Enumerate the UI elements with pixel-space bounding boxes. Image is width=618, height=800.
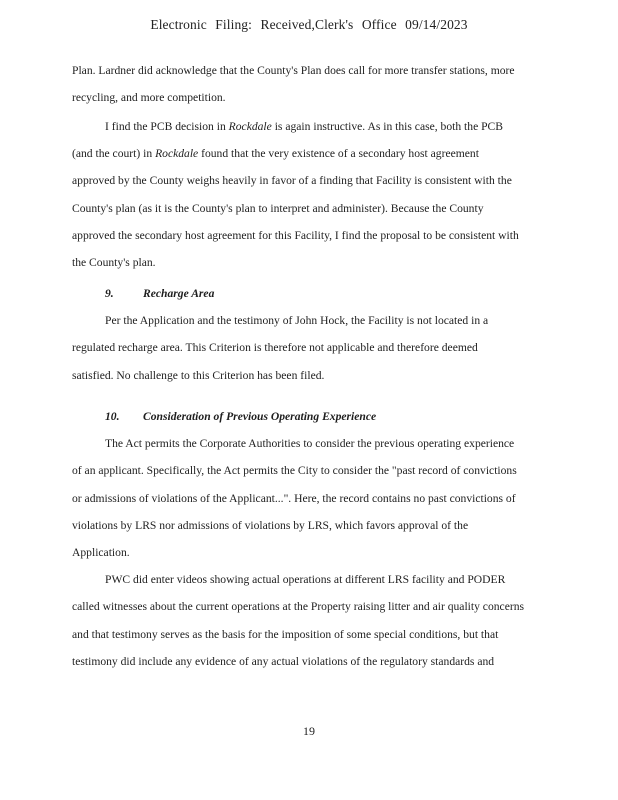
paragraph-rockdale-analysis (72, 113, 552, 276)
text-line: violations by LRS nor admissions of violations by LRS, which favors approval of the (72, 518, 469, 532)
section-heading (72, 280, 552, 307)
section-number: 9. (105, 287, 114, 300)
page-number: 19 (303, 724, 315, 738)
text-segment: is again instructive. As in this case, both the PCB (271, 120, 504, 133)
text-line: or admissions of violations of the Applicant...". Here, the record contains no past convictions of (72, 491, 516, 505)
text-line: Application. (72, 546, 130, 560)
text-line: Plan. Lardner did acknowledge that the County's Plan does call for more transfer stations, more (72, 64, 515, 77)
section-recharge-area (72, 280, 552, 389)
text-segment: (and the court) in (72, 147, 156, 161)
text-line: PWC did enter videos showing actual operations at different LRS facility and PODER (105, 573, 506, 587)
text-line: regulated recharge area. This Criterion is therefore not applicable and therefore deemed (72, 341, 478, 355)
text-line: recycling, and more competition. (72, 91, 226, 105)
text-line (72, 113, 552, 140)
text-line: The Act permits the Corporate Authorities to consider the previous operating experience (105, 437, 515, 451)
case-name: Rockdale (228, 120, 272, 133)
text-line: County's plan (as it is the County's plan to interpret and administer). Because the County (72, 201, 484, 215)
section-heading (72, 403, 552, 430)
text-line: satisfied. No challenge to this Criterion has been filed. (72, 368, 325, 382)
text-segment: found that the very existence of a secondary host agreement (198, 147, 479, 161)
text-line: Per the Application and the testimony of John Hock, the Facility is not located in a (105, 314, 489, 328)
filing-stamp-header: Electronic Filing: Received,Clerk's Office 09/14/2023 (150, 17, 468, 32)
text-line: testimony did include any evidence of any actual violations of the regulatory standards and (72, 654, 495, 668)
section-previous-operating-experience (72, 403, 552, 675)
text-line: approved by the County weighs heavily in favor of a finding that Facility is consistent with the (72, 174, 512, 188)
text-segment: I find the PCB decision in (105, 120, 229, 133)
case-name: Rockdale (155, 147, 199, 161)
text-line: the County's plan. (72, 256, 156, 270)
text-line: called witnesses about the current operations at the Property raising litter and air quality concerns (72, 600, 525, 614)
text-line: of an applicant. Specifically, the Act permits the City to consider the "past record of convictions (72, 464, 517, 478)
text-line (72, 140, 552, 167)
section-title: Recharge Area (143, 287, 215, 300)
text-line: approved the secondary host agreement for this Facility, I find the proposal to be consistent with (72, 228, 519, 242)
text-line: and that testimony serves as the basis for the imposition of some special conditions, but that (72, 627, 499, 641)
section-number: 10. (105, 410, 120, 423)
paragraph-plan-continuation (72, 57, 552, 111)
section-title: Consideration of Previous Operating Experience (143, 410, 377, 423)
